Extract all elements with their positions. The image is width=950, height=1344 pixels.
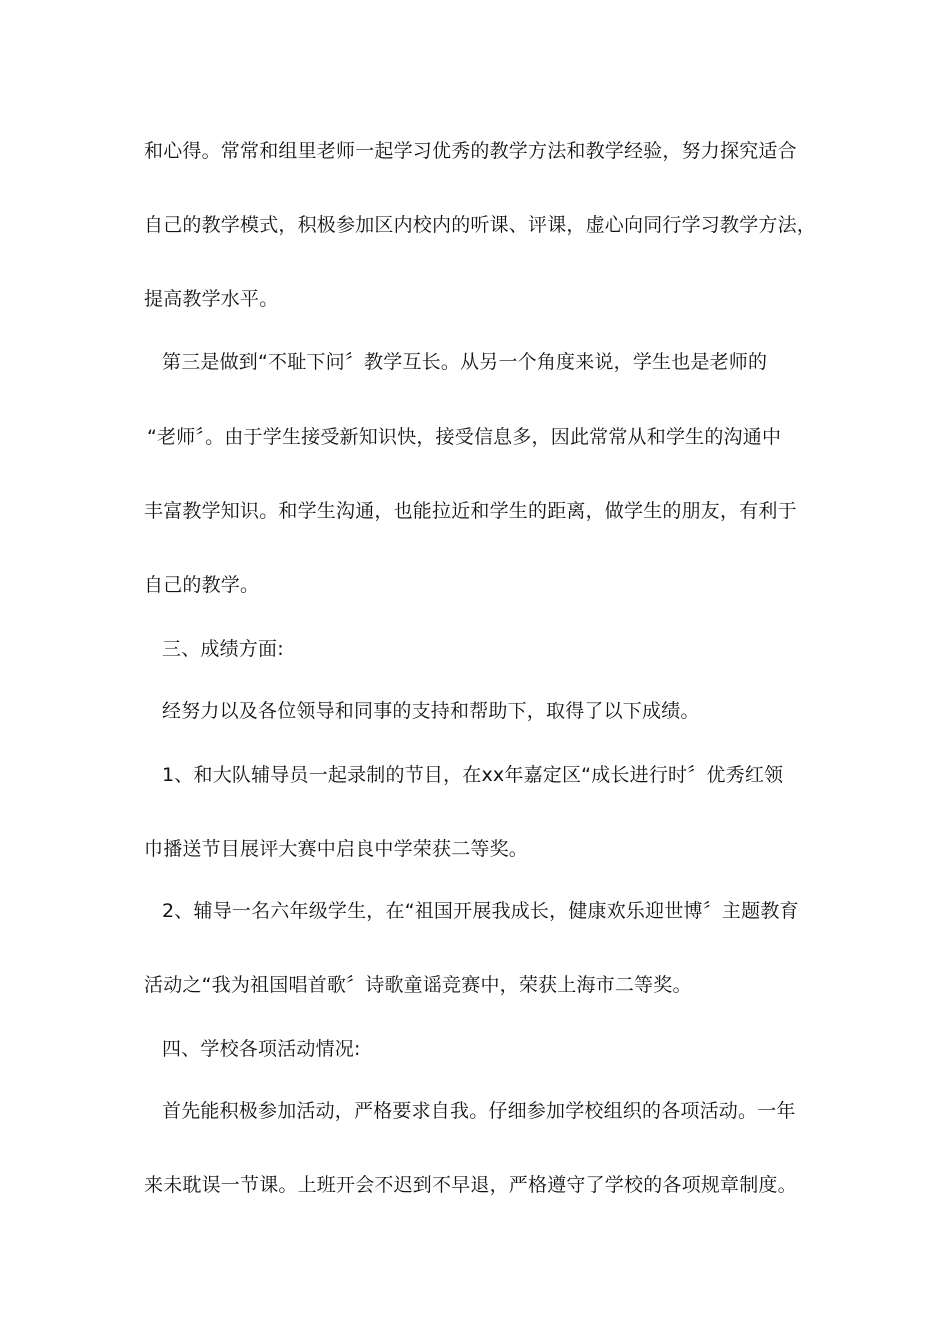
paragraph-line: 经努力以及各位领导和同事的支持和帮助下，取得了以下成绩。 xyxy=(162,700,700,722)
list-item-line: 巾播送节目展评大赛中启良中学荣获二等奖。 xyxy=(144,838,529,860)
paragraph-line: 来未耽误一节课。上班开会不迟到不早退，严格遵守了学校的各项规章制度。 xyxy=(144,1174,797,1196)
paragraph-line: 自己的教学模式，积极参加区内校内的听课、评课，虚心向同行学习教学方法， xyxy=(144,214,817,236)
paragraph-line: 第三是做到“不耻下问〞教学互长。从另一个角度来说，学生也是老师的 xyxy=(162,351,768,373)
list-item-line: 活动之“我为祖国唱首歌〞诗歌童谣竞赛中，荣获上海市二等奖。 xyxy=(144,974,692,996)
paragraph-line: 提高教学水平。 xyxy=(144,288,279,310)
paragraph-line: 和心得。常常和组里老师一起学习优秀的教学方法和教学经验，努力探究适合 xyxy=(144,140,797,162)
list-item-line: 2、辅导一名六年级学生，在“祖国开展我成长，健康欢乐迎世博〞主题教育 xyxy=(162,900,799,922)
section-heading: 四、学校各项活动情况: xyxy=(162,1038,361,1060)
section-heading: 三、成绩方面: xyxy=(162,638,284,660)
paragraph-line: 丰富教学知识。和学生沟通，也能拉近和学生的距离，做学生的朋友，有利于 xyxy=(144,500,797,522)
paragraph-line: “老师〞。由于学生接受新知识快，接受信息多，因此常常从和学生的沟通中 xyxy=(147,426,782,448)
list-item-line: 1、和大队辅导员一起录制的节目，在xx年嘉定区“成长进行时〞优秀红领 xyxy=(162,764,784,786)
paragraph-line: 自己的教学。 xyxy=(144,574,260,596)
paragraph-line: 首先能积极参加活动，严格要求自我。仔细参加学校组织的各项活动。一年 xyxy=(162,1100,796,1122)
